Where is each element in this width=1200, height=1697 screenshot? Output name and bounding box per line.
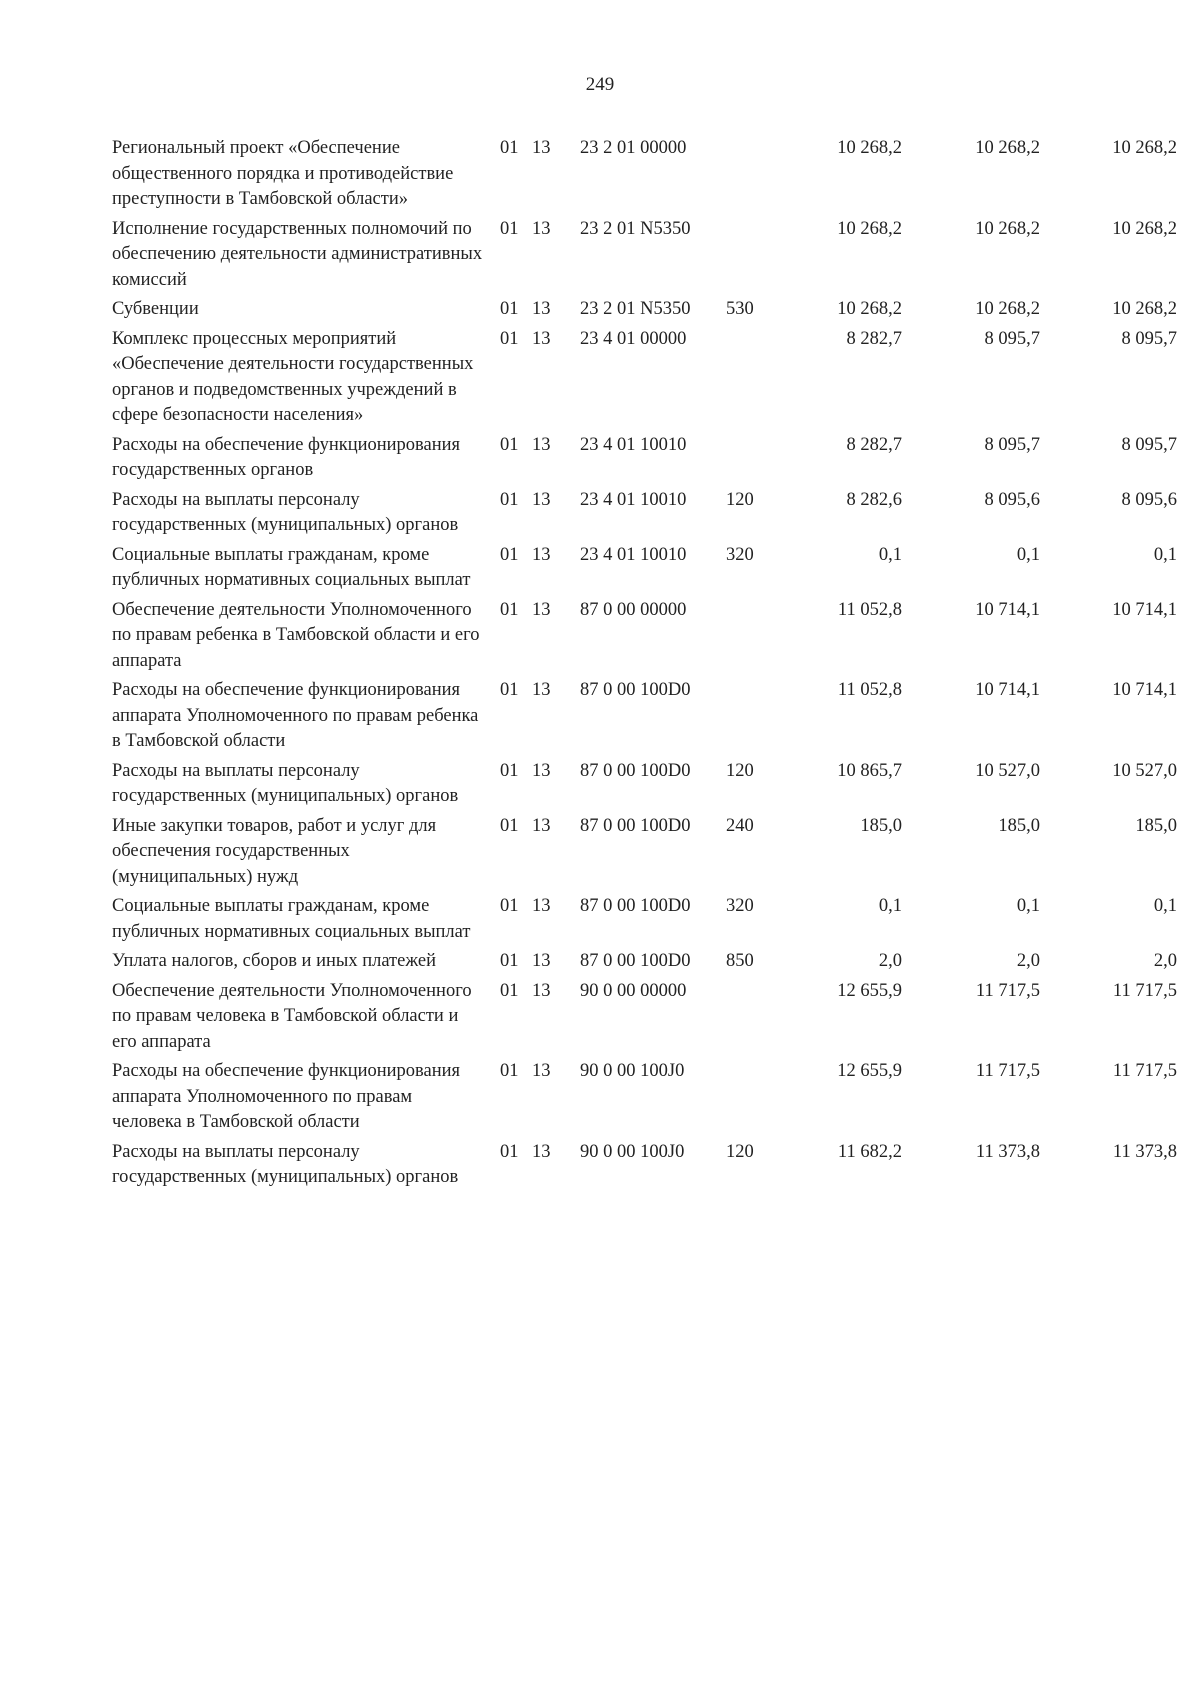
amount-year-1: 8 282,6: [846, 489, 902, 510]
subsection-code: 13: [532, 1141, 551, 1162]
expense-name: Расходы на обеспечение функционирования аппарата Уполномоченного по правам человека в Тамбовской области: [112, 1061, 461, 1132]
amount-year-1: 11 682,2: [837, 1141, 902, 1162]
expense-type-code: 320: [726, 896, 754, 916]
amount-year-1: 8 282,7: [846, 328, 902, 349]
target-article-code: 23 2 01 N5350: [580, 218, 691, 239]
amount-year-3: 10 268,2: [1112, 218, 1177, 239]
amount-year-3: 11 717,5: [1112, 980, 1177, 1001]
amount-year-3: 8 095,7: [1121, 434, 1177, 455]
target-article-code: 90 0 00 00000: [580, 980, 687, 1001]
expense-name: Расходы на обеспечение функционирования государственных органов: [112, 434, 461, 480]
table-row: [112, 1059, 1177, 1140]
section-code: 01: [500, 951, 519, 971]
expense-type-code: 240: [726, 815, 754, 836]
subsection-code: 13: [532, 980, 551, 1001]
section-code: 01: [500, 1141, 519, 1162]
amount-year-2: 10 527,0: [975, 760, 1040, 781]
expense-type-code: 530: [726, 299, 754, 319]
amount-year-1: 185,0: [860, 815, 902, 836]
page-number: 249: [585, 74, 615, 95]
expense-type-code: 320: [726, 544, 754, 565]
expense-name: Социальные выплаты гражданам, кроме публичных нормативных социальных выплат: [112, 544, 471, 590]
expense-type-code: 120: [726, 489, 754, 510]
amount-year-1: 12 655,9: [837, 980, 902, 1001]
table-row: [112, 217, 1177, 298]
amount-year-2: 10 268,2: [975, 218, 1040, 239]
section-code: 01: [500, 489, 519, 510]
expense-type-code: 850: [726, 951, 754, 971]
target-article-code: 90 0 00 100J0: [580, 1141, 685, 1162]
subsection-code: 13: [532, 434, 551, 455]
amount-year-3: 0,1: [1153, 544, 1177, 565]
expense-name: Социальные выплаты гражданам, кроме публичных нормативных социальных выплат: [112, 896, 471, 942]
target-article-code: 23 4 01 10010: [580, 544, 687, 565]
table-row: [112, 327, 1177, 433]
expense-name: Расходы на выплаты персоналу государственных (муниципальных) органов: [112, 489, 459, 535]
amount-year-2: 8 095,7: [984, 328, 1040, 349]
expense-type-code: 120: [726, 760, 754, 781]
table-row: [112, 488, 1177, 543]
section-code: 01: [500, 980, 519, 1001]
expense-name: Субвенции: [112, 299, 199, 319]
amount-year-3: 10 268,2: [1112, 299, 1177, 319]
section-code: 01: [500, 138, 519, 158]
amount-year-1: 11 052,8: [837, 599, 902, 620]
expense-name: Расходы на выплаты персоналу государственных (муниципальных) органов: [112, 760, 459, 806]
amount-year-1: 10 268,2: [837, 138, 902, 158]
amount-year-3: 10 714,1: [1112, 680, 1177, 700]
amount-year-3: 2,0: [1153, 951, 1177, 971]
amount-year-2: 11 373,8: [975, 1141, 1040, 1162]
section-code: 01: [500, 760, 519, 781]
amount-year-1: 10 268,2: [837, 299, 902, 319]
section-code: 01: [500, 328, 519, 349]
amount-year-3: 8 095,6: [1121, 489, 1177, 510]
subsection-code: 13: [532, 218, 551, 239]
amount-year-1: 12 655,9: [837, 1061, 902, 1081]
expense-name: Комплекс процессных мероприятий «Обеспечение деятельности государственных органов и подведомственных учреждений в сфере безопасности населения»: [112, 328, 474, 425]
subsection-code: 13: [532, 815, 551, 836]
amount-year-1: 8 282,7: [846, 434, 902, 455]
amount-year-3: 10 268,2: [1112, 138, 1177, 158]
section-code: 01: [500, 1061, 519, 1081]
amount-year-3: 8 095,7: [1121, 328, 1177, 349]
amount-year-2: 10 714,1: [975, 599, 1040, 620]
amount-year-1: 11 052,8: [837, 680, 902, 700]
amount-year-3: 11 717,5: [1112, 1061, 1177, 1081]
target-article-code: 87 0 00 100D0: [580, 896, 691, 916]
subsection-code: 13: [532, 299, 551, 319]
subsection-code: 13: [532, 760, 551, 781]
section-code: 01: [500, 544, 519, 565]
table-row: [112, 814, 1177, 895]
section-code: 01: [500, 299, 519, 319]
subsection-code: 13: [532, 599, 551, 620]
subsection-code: 13: [532, 680, 551, 700]
amount-year-3: 0,1: [1153, 896, 1177, 916]
expense-name: Расходы на выплаты персоналу государственных (муниципальных) органов: [112, 1141, 459, 1187]
amount-year-2: 185,0: [998, 815, 1040, 836]
expense-name: Региональный проект «Обеспечение общественного порядка и противодействие преступности в Тамбовской области»: [112, 138, 454, 209]
expense-name: Иные закупки товаров, работ и услуг для обеспечения государственных (муниципальных) нужд: [112, 815, 437, 887]
section-code: 01: [500, 815, 519, 836]
expense-name: Исполнение государственных полномочий по обеспечению деятельности административных комиссий: [112, 218, 483, 290]
section-code: 01: [500, 218, 519, 239]
subsection-code: 13: [532, 328, 551, 349]
amount-year-1: 2,0: [878, 951, 902, 971]
expense-type-code: 120: [726, 1141, 754, 1162]
amount-year-3: 10 714,1: [1112, 599, 1177, 620]
amount-year-2: 11 717,5: [975, 980, 1040, 1001]
subsection-code: 13: [532, 544, 551, 565]
amount-year-2: 10 268,2: [975, 138, 1040, 158]
target-article-code: 23 2 01 00000: [580, 138, 687, 158]
amount-year-1: 0,1: [878, 896, 902, 916]
target-article-code: 90 0 00 100J0: [580, 1061, 685, 1081]
table-row: [112, 543, 1177, 598]
section-code: 01: [500, 680, 519, 700]
section-code: 01: [500, 434, 519, 455]
target-article-code: 23 4 01 00000: [580, 328, 687, 349]
expense-name: Обеспечение деятельности Уполномоченного по правам ребенка в Тамбовской области и его аппарата: [112, 599, 480, 671]
table-row: [112, 297, 1177, 327]
expense-name: Уплата налогов, сборов и иных платежей: [112, 951, 437, 971]
target-article-code: 87 0 00 100D0: [580, 951, 691, 971]
target-article-code: 87 0 00 00000: [580, 599, 687, 620]
target-article-code: 23 4 01 10010: [580, 489, 687, 510]
subsection-code: 13: [532, 1061, 551, 1081]
target-article-code: 87 0 00 100D0: [580, 815, 691, 836]
amount-year-2: 0,1: [1016, 896, 1040, 916]
amount-year-1: 10 268,2: [837, 218, 902, 239]
subsection-code: 13: [532, 489, 551, 510]
amount-year-3: 10 527,0: [1112, 760, 1177, 781]
amount-year-2: 8 095,7: [984, 434, 1040, 455]
subsection-code: 13: [532, 951, 551, 971]
amount-year-2: 11 717,5: [975, 1061, 1040, 1081]
target-article-code: 87 0 00 100D0: [580, 760, 691, 781]
table-row: [112, 678, 1177, 759]
amount-year-2: 0,1: [1016, 544, 1040, 565]
table-row: [112, 949, 1177, 979]
amount-year-2: 10 268,2: [975, 299, 1040, 319]
section-code: 01: [500, 599, 519, 620]
target-article-code: 23 2 01 N5350: [580, 299, 691, 319]
amount-year-1: 0,1: [878, 544, 902, 565]
amount-year-2: 10 714,1: [975, 680, 1040, 700]
target-article-code: 23 4 01 10010: [580, 434, 687, 455]
table-row: [112, 1140, 1177, 1195]
table-row: [112, 894, 1177, 949]
expense-name: Обеспечение деятельности Уполномоченного по правам человека в Тамбовской области и его аппарата: [112, 980, 472, 1052]
subsection-code: 13: [532, 896, 551, 916]
amount-year-3: 11 373,8: [1112, 1141, 1177, 1162]
section-code: 01: [500, 896, 519, 916]
table-row: [112, 433, 1177, 488]
amount-year-1: 10 865,7: [837, 760, 902, 781]
amount-year-2: 2,0: [1016, 951, 1040, 971]
target-article-code: 87 0 00 100D0: [580, 680, 691, 700]
expense-name: Расходы на обеспечение функционирования аппарата Уполномоченного по правам ребенка в Тамбовской области: [112, 680, 479, 751]
budget-table: [112, 136, 1177, 1195]
amount-year-2: 8 095,6: [984, 489, 1040, 510]
table-row: [112, 759, 1177, 814]
subsection-code: 13: [532, 138, 551, 158]
table-row: [112, 136, 1177, 217]
table-row: [112, 979, 1177, 1060]
table-row: [112, 598, 1177, 679]
amount-year-3: 185,0: [1135, 815, 1177, 836]
